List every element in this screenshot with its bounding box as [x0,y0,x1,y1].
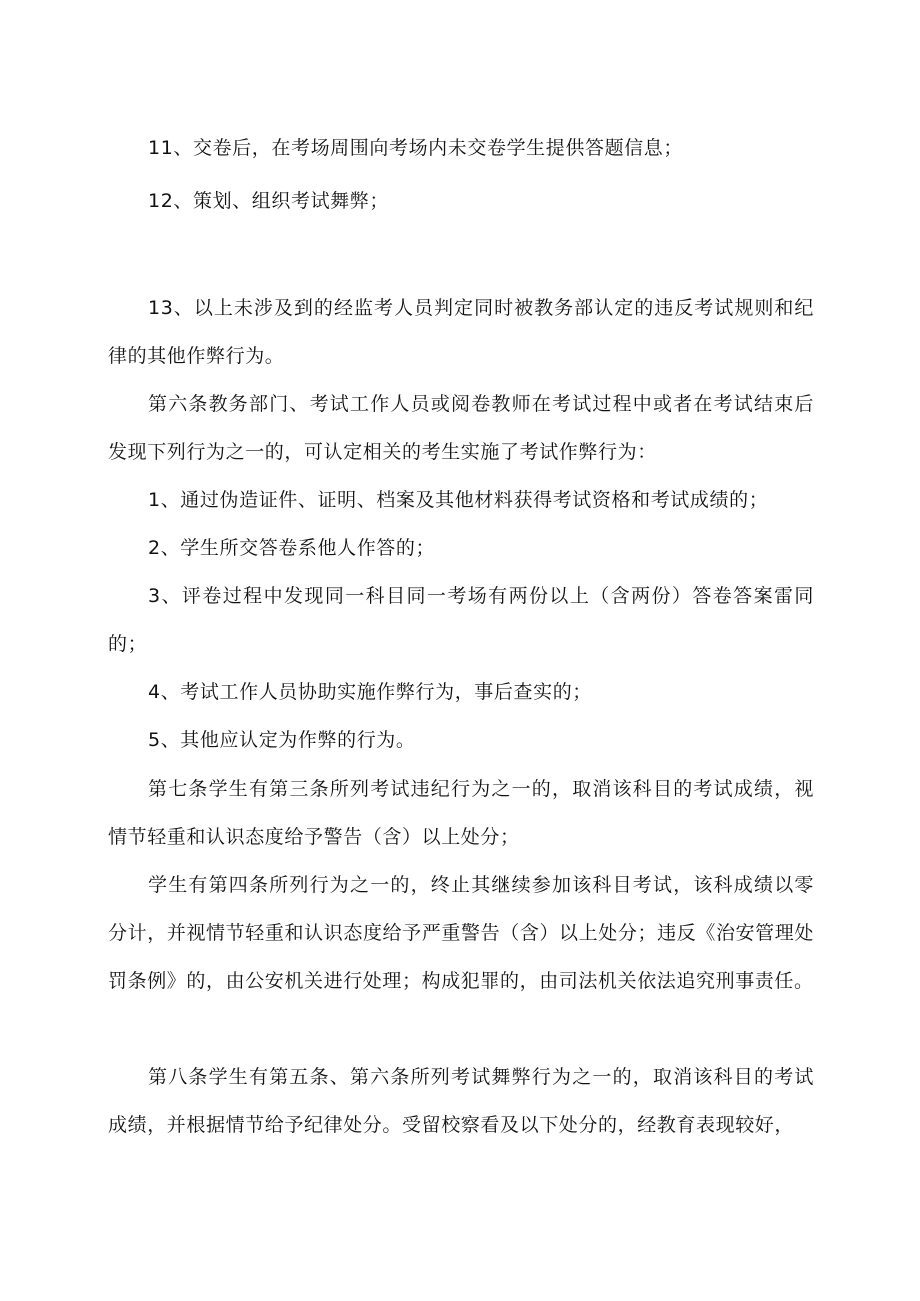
paragraph-item-3: 3、评卷过程中发现同一科目同一考场有两份以上（含两份）答卷答案雷同的； [108,585,814,655]
paragraph-article-6: 第六条教务部门、考试工作人员或阅卷教师在考试过程中或者在考试结束后发现下列行为之一的，可认定相关的考生实施了考试作弊行为： [108,393,814,463]
paragraph-article-7-cont: 学生有第四条所列行为之一的，终止其继续参加该科目考试，该科成绩以零分计，并视情节轻重和认识态度给予严重警告（含）以上处分；违反《治安管理处罚条例》的，由公安机关进行处理；构成犯罪的，由司法机关依法追究刑事责任。 [108,874,814,992]
paragraph-item-4: 4、考试工作人员协助实施作弊行为，事后查实的； [148,681,592,703]
paragraph-item-2: 2、学生所交答卷系他人作答的； [148,537,436,559]
paragraph-item-5: 5、其他应认定为作弊的行为。 [148,729,416,751]
paragraph-item-11: 11、交卷后，在考场周围向考场内未交卷学生提供答题信息； [148,137,683,159]
paragraph-article-8: 第八条学生有第五条、第六条所列考试舞弊行为之一的，取消该科目的考试成绩，并根据情节给予纪律处分。受留校察看及以下处分的，经教育表现较好， [108,1066,814,1136]
paragraph-item-1: 1、通过伪造证件、证明、档案及其他材料获得考试资格和考试成绩的； [148,489,769,511]
paragraph-item-13: 13、以上未涉及到的经监考人员判定同时被教务部认定的违反考试规则和纪律的其他作弊行为。 [108,297,814,367]
paragraph-item-12: 12、策划、组织考试舞弊； [148,190,389,212]
paragraph-article-7: 第七条学生有第三条所列考试违纪行为之一的，取消该科目的考试成绩，视情节轻重和认识态度给予警告（含）以上处分； [108,778,814,848]
